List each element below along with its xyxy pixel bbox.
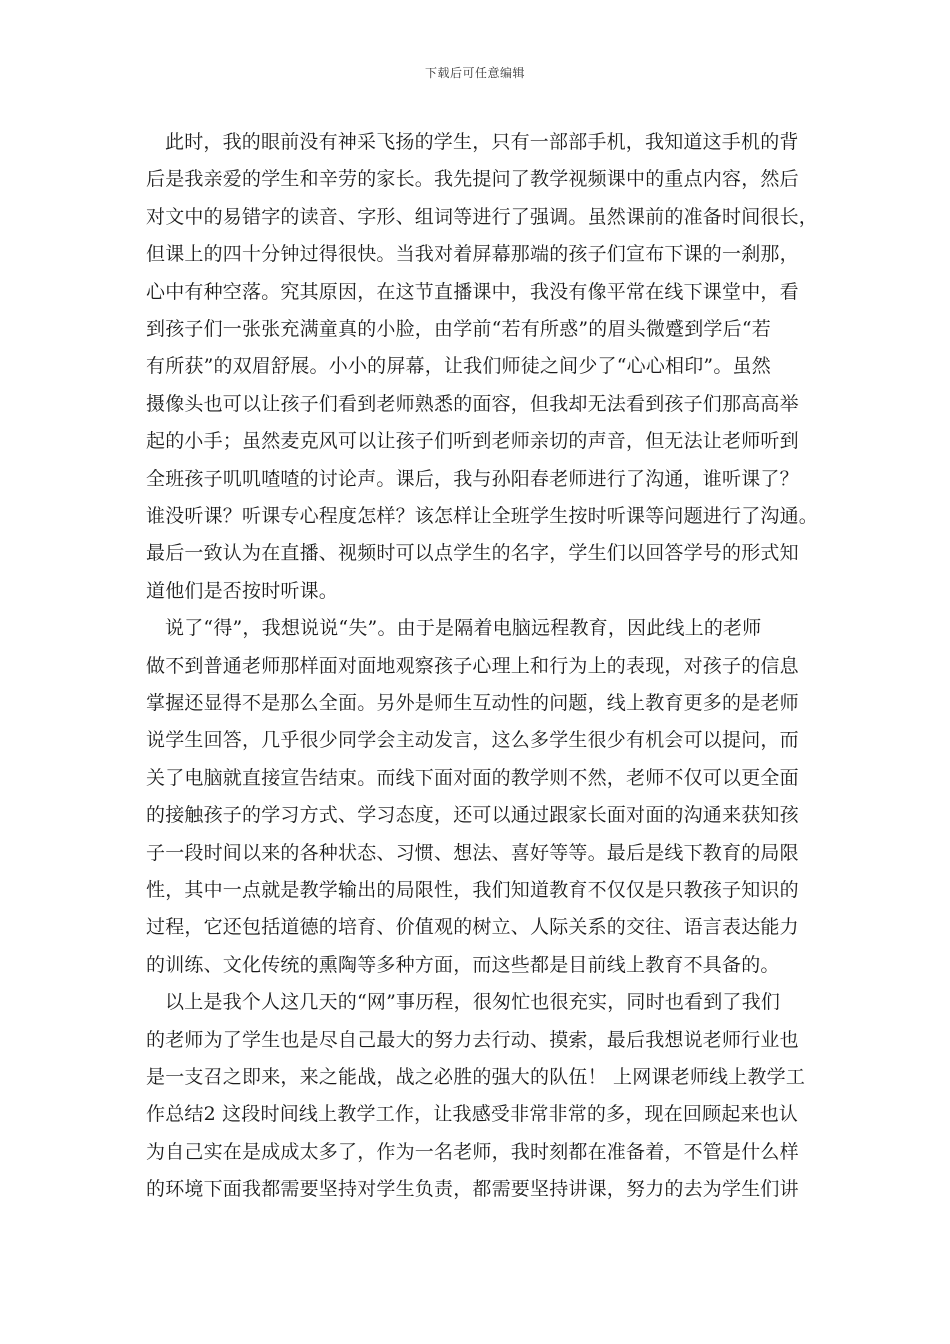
text-line: 做不到普通老师那样面对面地观察孩子心理上和行为上的表现，对孩子的信息 xyxy=(146,655,799,677)
text-line: 的老师为了学生也是尽自己最大的努力去行动、摸索，最后我想说老师行业也 xyxy=(146,1029,799,1051)
text-line: 全班孩子叽叽喳喳的讨论声。课后，我与孙阳春老师进行了沟通，谁听课了？ xyxy=(146,468,799,490)
text-line: 以上是我个人这几天的“网”事历程，很匆忙也很充实，同时也看到了我们 xyxy=(165,991,781,1013)
text-line: 过程，它还包括道德的培育、价值观的树立、人际关系的交往、语言表达能力 xyxy=(146,916,799,938)
text-line: 有所获”的双眉舒展。小小的屏幕，让我们师徒之间少了“心心相印”。虽然 xyxy=(146,355,771,377)
text-line: 作总结2 这段时间线上教学工作，让我感受非常非常的多，现在回顾起来也认 xyxy=(146,1103,799,1125)
text-line: 摄像头也可以让孩子们看到老师熟悉的面容，但我却无法看到孩子们那高高举 xyxy=(146,393,799,415)
text-line: 说学生回答，几乎很少同学会主动发言，这么多学生很少有机会可以提问，而 xyxy=(146,729,799,751)
text-line: 到孩子们一张张充满童真的小脸，由学前“若有所惑”的眉头微蹙到学后“若 xyxy=(146,318,771,340)
text-line: 是一支召之即来，来之能战，战之必胜的强大的队伍！ 上网课老师线上教学工 xyxy=(146,1066,806,1088)
text-line: 说了“得”，我想说说“失”。由于是隔着电脑远程教育，因此线上的老师 xyxy=(165,617,762,639)
text-line: 掌握还显得不是那么全面。另外是师生互动性的问题，线上教育更多的是老师 xyxy=(146,692,799,714)
text-line: 但课上的四十分钟过得很快。当我对着屏幕那端的孩子们宣布下课的一刹那， xyxy=(146,243,799,265)
text-line: 后是我亲爱的学生和辛劳的家长。我先提问了教学视频课中的重点内容，然后 xyxy=(146,168,799,190)
text-line: 子一段时间以来的各种状态、习惯、想法、喜好等等。最后是线下教育的局限 xyxy=(146,842,799,864)
page-header: 下载后可任意编辑 xyxy=(424,66,525,80)
text-line: 起的小手；虽然麦克风可以让孩子们听到老师亲切的声音，但无法让老师听到 xyxy=(146,430,799,452)
text-line: 性，其中一点就是教学输出的局限性，我们知道教育不仅仅是只教孩子知识的 xyxy=(146,879,799,901)
text-line: 的接触孩子的学习方式、学习态度，还可以通过跟家长面对面的沟通来获知孩 xyxy=(146,804,799,826)
text-line: 对文中的易错字的读音、字形、组词等进行了强调。虽然课前的准备时间很长， xyxy=(146,206,819,228)
text-line: 心中有种空落。究其原因，在这节直播课中，我没有像平常在线下课堂中，看 xyxy=(146,281,799,303)
text-line: 为自己实在是成成太多了，作为一名老师，我时刻都在准备着，不管是什么样 xyxy=(146,1141,799,1163)
text-line: 的训练、文化传统的熏陶等多种方面，而这些都是目前线上教育不具备的。 xyxy=(146,954,780,976)
text-line: 的环境下面我都需要坚持对学生负责，都需要坚持讲课，努力的去为学生们讲 xyxy=(146,1178,799,1200)
text-line: 关了电脑就直接宣告结束。而线下面对面的教学则不然，老师不仅可以更全面 xyxy=(146,767,799,789)
text-line: 最后一致认为在直播、视频时可以点学生的名字，学生们以回答学号的形式知 xyxy=(146,542,799,564)
text-line: 道他们是否按时听课。 xyxy=(146,580,339,602)
text-line: 谁没听课？听课专心程度怎样？该怎样让全班学生按时听课等问题进行了沟通。 xyxy=(146,505,819,527)
text-line: 此时，我的眼前没有神采飞扬的学生，只有一部部手机，我知道这手机的背 xyxy=(165,131,799,153)
